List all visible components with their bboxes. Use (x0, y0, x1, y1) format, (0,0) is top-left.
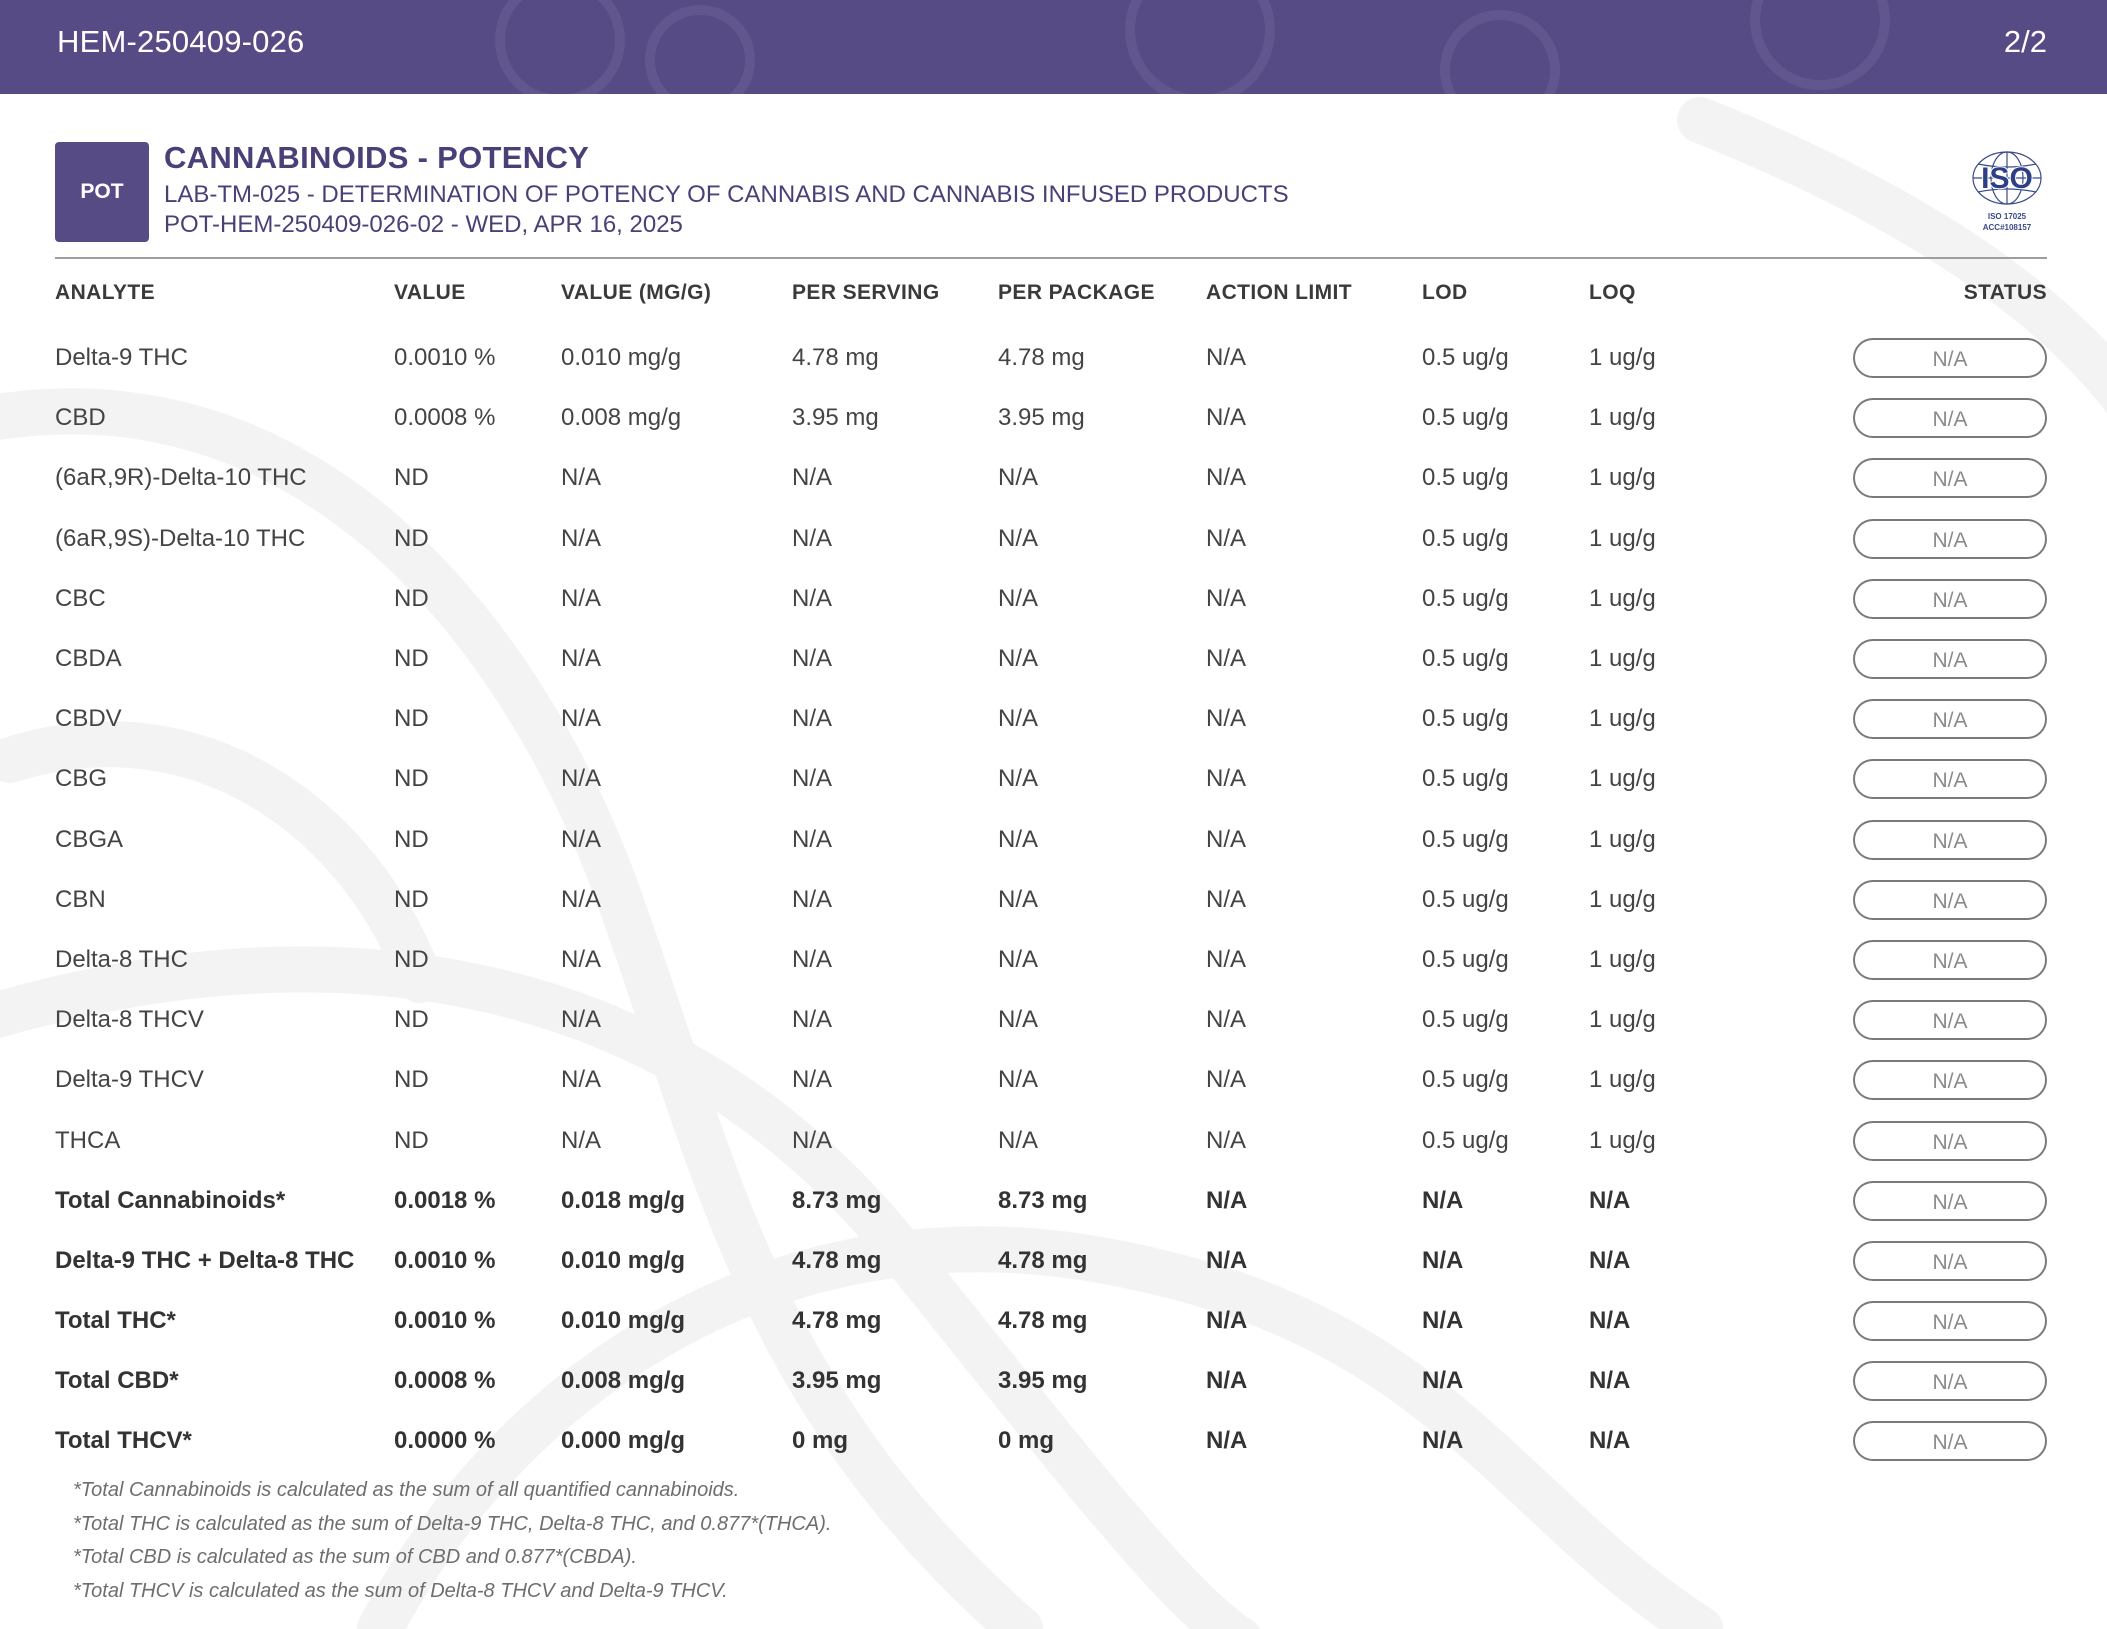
cell-analyte: Total Cannabinoids* (55, 1186, 286, 1214)
cell-per-serving: N/A (792, 464, 833, 492)
cell-value-mg-g: 0.018 mg/g (561, 1186, 686, 1214)
cell-action-limit: N/A (1206, 464, 1247, 492)
cell-value: 0.0010 % (394, 1246, 496, 1274)
cell-per-package: N/A (998, 825, 1039, 853)
status-badge: N/A (1853, 940, 2047, 980)
cell-loq: 1 ug/g (1589, 825, 1656, 853)
cell-action-limit: N/A (1206, 524, 1247, 552)
cell-loq: 1 ug/g (1589, 765, 1656, 793)
col-header-lod: LOD (1422, 281, 1468, 304)
cell-analyte: Total THC* (55, 1307, 176, 1335)
cell-analyte: Total THCV* (55, 1427, 192, 1455)
cell-action-limit: N/A (1206, 645, 1247, 673)
status-badge: N/A (1853, 699, 2047, 739)
cell-status (1789, 1291, 2047, 1351)
cell-loq: N/A (1589, 1186, 1631, 1214)
cell-loq: 1 ug/g (1589, 1066, 1656, 1094)
cell-loq: 1 ug/g (1589, 885, 1656, 913)
cell-value-mg-g: N/A (561, 945, 602, 973)
cell-value: 0.0008 % (394, 404, 496, 432)
page-number: 2/2 (2003, 24, 2047, 59)
cell-analyte: CBDA (55, 645, 122, 673)
cell-value-mg-g: N/A (561, 464, 602, 492)
status-badge: N/A (1853, 1060, 2047, 1100)
cell-per-serving: N/A (792, 645, 833, 673)
cell-per-serving: N/A (792, 524, 833, 552)
cell-action-limit: N/A (1206, 584, 1247, 612)
cell-lod: 0.5 ug/g (1422, 1066, 1509, 1094)
table-row (55, 930, 2047, 990)
cell-loq: 1 ug/g (1589, 1126, 1656, 1154)
table-row (55, 388, 2047, 448)
cell-lod: 0.5 ug/g (1422, 705, 1509, 733)
cell-value-mg-g: N/A (561, 1066, 602, 1094)
cell-per-package: N/A (998, 945, 1039, 973)
cell-loq: 1 ug/g (1589, 945, 1656, 973)
cell-per-serving: 3.95 mg (792, 1367, 882, 1395)
cell-status (1789, 448, 2047, 508)
cell-per-serving: 4.78 mg (792, 1246, 882, 1274)
section-title: CANNABINOIDS - POTENCY (164, 140, 590, 175)
cell-status (1789, 1411, 2047, 1471)
status-badge: N/A (1853, 1000, 2047, 1040)
cell-value: ND (394, 1066, 429, 1094)
cell-lod: 0.5 ug/g (1422, 344, 1509, 372)
cell-loq: N/A (1589, 1367, 1631, 1395)
cell-analyte: CBDV (55, 705, 122, 733)
cell-per-serving: 4.78 mg (792, 344, 879, 372)
cell-value: 0.0000 % (394, 1427, 496, 1455)
cell-per-package: N/A (998, 645, 1039, 673)
cell-status (1789, 810, 2047, 870)
cell-per-package: N/A (998, 524, 1039, 552)
cell-value: 0.0018 % (394, 1186, 496, 1214)
cell-action-limit: N/A (1206, 705, 1247, 733)
cell-per-package: N/A (998, 584, 1039, 612)
cell-per-serving: 8.73 mg (792, 1186, 882, 1214)
cell-action-limit: N/A (1206, 1246, 1248, 1274)
cell-per-serving: N/A (792, 1066, 833, 1094)
cell-value: ND (394, 1006, 429, 1034)
cell-lod: N/A (1422, 1246, 1464, 1274)
cell-value-mg-g: N/A (561, 1006, 602, 1034)
cell-value: ND (394, 584, 429, 612)
potency-table (55, 258, 2047, 1472)
status-badge: N/A (1853, 1241, 2047, 1281)
cell-value-mg-g: N/A (561, 705, 602, 733)
cell-per-serving: 4.78 mg (792, 1307, 882, 1335)
cell-action-limit: N/A (1206, 945, 1247, 973)
cell-loq: 1 ug/g (1589, 705, 1656, 733)
cell-value: ND (394, 705, 429, 733)
status-badge: N/A (1853, 1181, 2047, 1221)
cell-per-package: 3.95 mg (998, 404, 1085, 432)
cell-analyte: (6aR,9R)-Delta-10 THC (55, 464, 307, 492)
status-badge: N/A (1853, 1361, 2047, 1401)
iso-accreditation-logo (1967, 150, 2047, 236)
cell-value: 0.0008 % (394, 1367, 496, 1395)
cell-analyte: CBC (55, 584, 106, 612)
cell-per-package: 4.78 mg (998, 1246, 1088, 1274)
status-badge: N/A (1853, 639, 2047, 679)
cell-loq: 1 ug/g (1589, 404, 1656, 432)
cell-value: ND (394, 945, 429, 973)
col-header-per-package: PER PACKAGE (998, 281, 1155, 304)
cell-status (1789, 1351, 2047, 1411)
col-header-analyte: ANALYTE (55, 281, 156, 304)
cell-lod: 0.5 ug/g (1422, 404, 1509, 432)
iso-mark-text: ISO (1981, 162, 2033, 195)
cell-value: ND (394, 645, 429, 673)
cell-value-mg-g: N/A (561, 524, 602, 552)
cell-per-package: 3.95 mg (998, 1367, 1088, 1395)
cell-lod: 0.5 ug/g (1422, 464, 1509, 492)
cell-value: 0.0010 % (394, 1307, 496, 1335)
cell-status (1789, 388, 2047, 448)
cell-lod: N/A (1422, 1427, 1464, 1455)
cell-per-serving: N/A (792, 705, 833, 733)
cell-per-serving: N/A (792, 825, 833, 853)
status-badge: N/A (1853, 1121, 2047, 1161)
cell-action-limit: N/A (1206, 765, 1247, 793)
cell-per-serving: 0 mg (792, 1427, 849, 1455)
cell-lod: N/A (1422, 1186, 1464, 1214)
cell-value-mg-g: 0.008 mg/g (561, 1367, 686, 1395)
cell-status (1789, 569, 2047, 629)
iso-accreditation-number: ACC#108157 (1982, 223, 2032, 232)
iso-globe-icon (1970, 150, 2044, 206)
cell-status (1789, 1171, 2047, 1231)
footnote: *Total CBD is calculated as the sum of CBD and 0.877*(CBDA). (73, 1546, 637, 1568)
sample-id-date: POT-HEM-250409-026-02 - WED, APR 16, 2025 (164, 211, 683, 238)
cell-value-mg-g: 0.008 mg/g (561, 404, 682, 432)
cell-loq: N/A (1589, 1246, 1631, 1274)
cell-analyte: CBD (55, 404, 106, 432)
cell-status (1789, 930, 2047, 990)
cell-status (1789, 689, 2047, 749)
footnotes (73, 1474, 831, 1608)
cell-per-package: N/A (998, 705, 1039, 733)
cell-analyte: Delta-8 THC (55, 945, 188, 973)
cell-analyte: (6aR,9S)-Delta-10 THC (55, 524, 306, 552)
cell-analyte: Delta-9 THCV (55, 1066, 204, 1094)
table-row (55, 810, 2047, 870)
report-id: HEM-250409-026 (57, 24, 305, 59)
section-badge: POT (55, 142, 149, 242)
status-badge: N/A (1853, 519, 2047, 559)
cell-loq: 1 ug/g (1589, 344, 1656, 372)
table-body (55, 328, 2047, 1472)
table-row (55, 1050, 2047, 1110)
cell-per-package: N/A (998, 1006, 1039, 1034)
cell-value-mg-g: N/A (561, 1126, 602, 1154)
status-badge: N/A (1853, 579, 2047, 619)
cell-per-serving: N/A (792, 885, 833, 913)
cell-per-package: 4.78 mg (998, 1307, 1088, 1335)
cell-lod: 0.5 ug/g (1422, 825, 1509, 853)
cell-per-package: 0 mg (998, 1427, 1055, 1455)
cell-analyte: Delta-9 THC (55, 344, 188, 372)
cell-per-package: N/A (998, 464, 1039, 492)
table-row (55, 509, 2047, 569)
cell-lod: 0.5 ug/g (1422, 945, 1509, 973)
cell-per-package: N/A (998, 1066, 1039, 1094)
total-row (55, 1291, 2047, 1351)
status-badge: N/A (1853, 880, 2047, 920)
table-row (55, 569, 2047, 629)
cell-status (1789, 1231, 2047, 1291)
footnote: *Total Cannabinoids is calculated as the sum of all quantified cannabinoids. (73, 1479, 740, 1501)
cell-status (1789, 1050, 2047, 1110)
status-badge: N/A (1853, 338, 2047, 378)
cell-lod: 0.5 ug/g (1422, 1126, 1509, 1154)
cell-status (1789, 1110, 2047, 1170)
cell-loq: 1 ug/g (1589, 524, 1656, 552)
table-row (55, 749, 2047, 809)
cell-per-package: N/A (998, 885, 1039, 913)
cell-lod: 0.5 ug/g (1422, 584, 1509, 612)
cell-per-package: N/A (998, 1126, 1039, 1154)
cell-action-limit: N/A (1206, 1307, 1248, 1335)
cell-value-mg-g: N/A (561, 645, 602, 673)
cell-per-serving: N/A (792, 765, 833, 793)
cell-loq: N/A (1589, 1427, 1631, 1455)
total-row (55, 1351, 2047, 1411)
cell-value-mg-g: 0.010 mg/g (561, 1246, 686, 1274)
cell-analyte: CBGA (55, 825, 124, 853)
cell-loq: N/A (1589, 1307, 1631, 1335)
iso-standard: ISO 17025 (1987, 212, 2027, 221)
cell-value: ND (394, 885, 429, 913)
cell-value-mg-g: N/A (561, 885, 602, 913)
table-row (55, 1110, 2047, 1170)
cell-action-limit: N/A (1206, 1126, 1247, 1154)
cell-action-limit: N/A (1206, 404, 1247, 432)
cell-loq: 1 ug/g (1589, 645, 1656, 673)
cell-status (1789, 749, 2047, 809)
col-header-value-mg-g: VALUE (MG/G) (561, 281, 712, 304)
cell-lod: 0.5 ug/g (1422, 645, 1509, 673)
cell-lod: 0.5 ug/g (1422, 885, 1509, 913)
cell-action-limit: N/A (1206, 1367, 1248, 1395)
status-badge: N/A (1853, 458, 2047, 498)
cell-loq: 1 ug/g (1589, 464, 1656, 492)
cell-value: ND (394, 524, 429, 552)
cell-analyte: THCA (55, 1126, 121, 1154)
cell-loq: 1 ug/g (1589, 584, 1656, 612)
cell-per-package: 8.73 mg (998, 1186, 1088, 1214)
status-badge: N/A (1853, 398, 2047, 438)
cell-status (1789, 990, 2047, 1050)
footnote: *Total THCV is calculated as the sum of Delta-8 THCV and Delta-9 THCV. (73, 1579, 728, 1602)
header-pattern (0, 0, 2107, 94)
footnote: *Total THC is calculated as the sum of Delta-9 THC, Delta-8 THC, and 0.877*(THCA). (73, 1512, 832, 1535)
cell-value-mg-g: N/A (561, 584, 602, 612)
cell-value-mg-g: 0.000 mg/g (561, 1427, 686, 1455)
status-badge: N/A (1853, 759, 2047, 799)
cell-value-mg-g: N/A (561, 825, 602, 853)
cell-per-serving: N/A (792, 584, 833, 612)
cell-status (1789, 870, 2047, 930)
col-header-action-limit: ACTION LIMIT (1206, 281, 1352, 304)
cell-per-serving: N/A (792, 945, 833, 973)
col-header-loq: LOQ (1589, 281, 1636, 304)
cell-action-limit: N/A (1206, 1066, 1247, 1094)
table-row (55, 328, 2047, 388)
cell-analyte: Delta-8 THCV (55, 1006, 204, 1034)
cell-status (1789, 509, 2047, 569)
section-header (55, 140, 2047, 258)
table-row (55, 689, 2047, 749)
test-method: LAB-TM-025 - DETERMINATION OF POTENCY OF CANNABIS AND CANNABIS INFUSED PRODUCTS (164, 181, 1289, 208)
cell-value: ND (394, 825, 429, 853)
cell-analyte: Delta-9 THC + Delta-8 THC (55, 1246, 355, 1274)
col-header-status: STATUS (1963, 281, 2047, 304)
cell-value: ND (394, 1126, 429, 1154)
cell-value: ND (394, 765, 429, 793)
cell-analyte: CBG (55, 765, 108, 793)
status-badge: N/A (1853, 1301, 2047, 1341)
cell-action-limit: N/A (1206, 885, 1247, 913)
table-row (55, 629, 2047, 689)
table-row (55, 990, 2047, 1050)
cell-lod: N/A (1422, 1307, 1464, 1335)
cell-lod: 0.5 ug/g (1422, 765, 1509, 793)
cell-value-mg-g: 0.010 mg/g (561, 344, 682, 372)
table-row (55, 448, 2047, 508)
cell-per-serving: N/A (792, 1006, 833, 1034)
cell-analyte: CBN (55, 885, 106, 913)
cell-loq: 1 ug/g (1589, 1006, 1656, 1034)
cell-action-limit: N/A (1206, 344, 1247, 372)
total-row (55, 1231, 2047, 1291)
table-header-row (55, 258, 2047, 328)
cell-analyte: Total CBD* (55, 1367, 179, 1395)
cell-per-serving: N/A (792, 1126, 833, 1154)
col-header-value: VALUE (394, 281, 466, 304)
cell-per-serving: 3.95 mg (792, 404, 879, 432)
cell-value-mg-g: N/A (561, 765, 602, 793)
cell-value: 0.0010 % (394, 344, 496, 372)
status-badge: N/A (1853, 820, 2047, 860)
total-row (55, 1171, 2047, 1231)
cell-per-package: 4.78 mg (998, 344, 1085, 372)
cell-status (1789, 328, 2047, 388)
cell-status (1789, 629, 2047, 689)
cell-value: ND (394, 464, 429, 492)
header-bar (0, 0, 2107, 94)
cell-lod: 0.5 ug/g (1422, 524, 1509, 552)
cell-action-limit: N/A (1206, 1186, 1248, 1214)
status-badge: N/A (1853, 1421, 2047, 1461)
cell-action-limit: N/A (1206, 1006, 1247, 1034)
cell-per-package: N/A (998, 765, 1039, 793)
cell-action-limit: N/A (1206, 825, 1247, 853)
total-row (55, 1411, 2047, 1471)
col-header-per-serving: PER SERVING (792, 281, 940, 304)
cell-action-limit: N/A (1206, 1427, 1248, 1455)
cell-lod: 0.5 ug/g (1422, 1006, 1509, 1034)
cell-lod: N/A (1422, 1367, 1464, 1395)
cell-value-mg-g: 0.010 mg/g (561, 1307, 686, 1335)
table-row (55, 870, 2047, 930)
